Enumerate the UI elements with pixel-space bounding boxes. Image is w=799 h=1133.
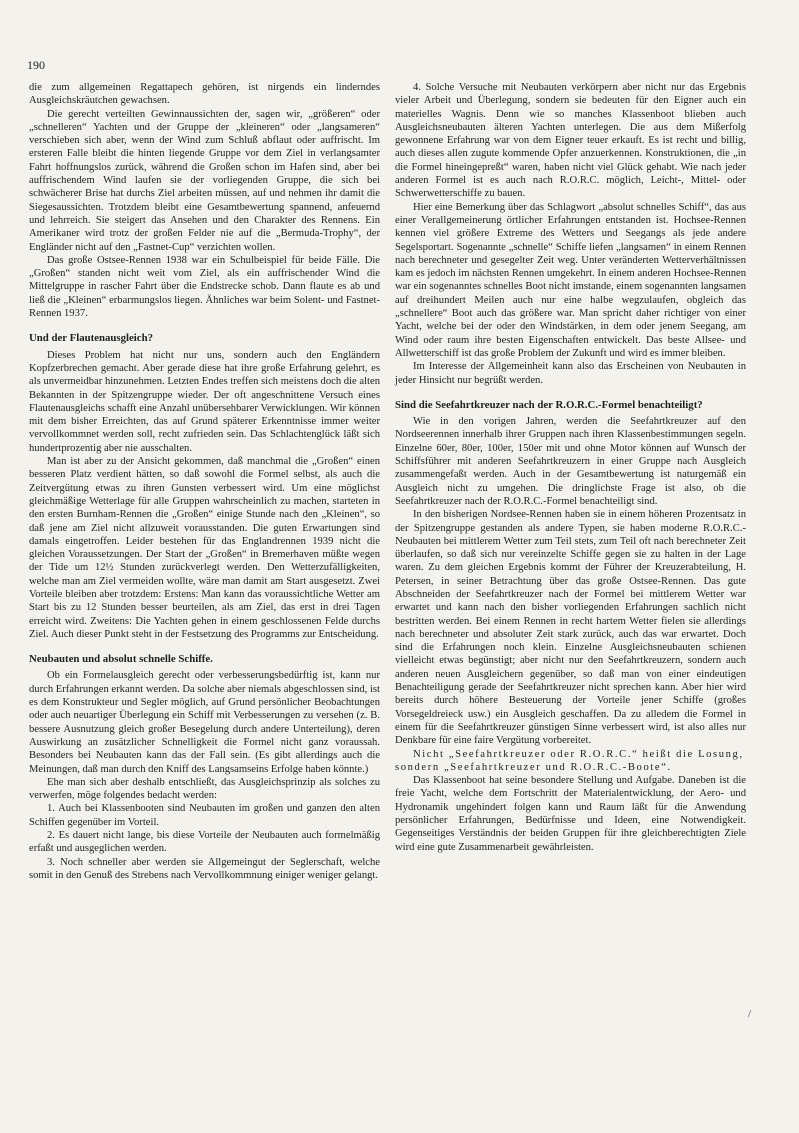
body-paragraph: Hier eine Bemerkung über das Schlagwort „absolut schnelles Schiff“, das aus einer Verallgemeinerung örtlicher Erfahrungen entstanden ist. Hochsee-Rennen kennen viel größere Extreme des Wetters und Seegangs als jede andere Segelsportart. Sogenannte „schnelle“ Schiffe liefen „langsamen“ in einem Rennen nach berechneter und gesegelter Zeit weg. Unter veränderten Wetterverhältnissen kam es jedoch im nächsten Rennen umgekehrt. In einem anderen Hochsee-Rennen war ein sogenanntes schnelles Boot nicht imstande, einem sogenannten langsamen auf dreihundert Meilen auch nur eine halbe wegzulaufen, obgleich das „schnellere“ Boot auch das größere war. Man spricht daher richtiger von einer Yacht, welche bei der oder den Windstärken, in dem oder jenem Seegang, am Wind oder raum ihre besten Eigenschaften entwickelt. Das beste Allsee- und Allwetterschiff ist das große Problem der Zukunft und wird es immer bleiben. (395, 201, 746, 359)
body-paragraph: Man ist aber zu der Ansicht gekommen, daß manchmal die „Großen“ einen besseren Platz verdient hätten, so daß sowohl die Formel selbst, als auch die Zeitvergütung etwas zu ihren Gunsten verbessert wird. Um eine möglichst gleichmäßige Wetterlage für alle Gruppen wahrscheinlich zu machen, starteten in den ersten Burnham-Rennen die „Großen“ einige Stunde nach den „Kleinen“, so daß jene am Ziel nicht allzuweit vorausstanden. Die guten Erwartungen sind damals eingetroffen. Leider bestehen für das Englandrennen 1939 nicht die gleichen Voraussetzungen. Der Start der „Großen“ in Bremerhaven müßte wegen der Tide um 12½ Stunden zurückverlegt werden. Den Wetterzufälligkeiten, welche man am Ziel vermeiden wollte, wäre man damit am Start ausgesetzt. Zwei Vorteile bleiben aber trotzdem: Erstens: Man kann das voraussichtliche Wetter am Start bis zu 12 Stunden besser beurteilen, als am Ziel, das erst in drei Tagen erreicht wird. Zweitens: Die Yachten gehen in einem geschlossenen Felde durchs Ziel. Auch dieser Punkt steht in der Festsetzung des Programms zur Entscheidung. (29, 456, 380, 640)
section-heading: Und der Flautenausgleich? (29, 332, 153, 345)
body-paragraph: Ehe man sich aber deshalb entschließt, das Ausgleichsprinzip als solches zu verwerfen, möge folgendes bedacht werden: (29, 776, 380, 802)
page-number: 190 (27, 58, 45, 72)
body-paragraph: Wie in den vorigen Jahren, werden die Seefahrtkreuzer auf den Nordseerennen innerhalb ihrer Gruppen nach ihren Klassenbestimmungen segeln. Einzelne 60er, 80er, 100er, 150er mit und ohne Motor können auf Wunsch der Schiffsführer mit anderen Seefahrtkreuzern in einer Gruppe nach Ausgleich zusammengefaßt werden. Auch in der Gesamtbewertung ist naturgemäß ein Ausgleich nicht zu umgehen. Die dringlichste Frage ist also, ob die Seefahrtkreuzer nach der R.O.R.C.-Formel benachteiligt sind. (395, 416, 746, 507)
body-paragraph: Die gerecht verteilten Gewinnaussichten der, sagen wir, „größeren“ oder „schnelleren“ Yachten und der Gruppe der „kleineren“ oder „langsameren“ verschieben sich aber, wenn der Wind zum Schluß abflaut oder auffrischt. Im ersteren Falle bleibt die hinten liegende Gruppe vor dem Ziel in verlangsamter Fahrt hoffnungslos zurück, während die Großen schon im Hafen sind, aber bei auffrischendem Wind laufen sie der vorliegenden Gruppe, die sich bei schwächerer Brise hat durchs Ziel arbeiten müssen, auf und nehmen ihr damit die Siegesaussichten. Trotzdem bleibt eine Gesamtbewertung spannend, anfeuernd und lehrreich. Sie steigert das Ansehen und den Charakter des Rennens. Ein Amerikaner wird trotz der großen Felder nie auf die „Bermuda-Trophy“, der Engländer nicht auf den „Fastnet-Cup“ verzichten wollen. (29, 108, 380, 253)
body-paragraph: 2. Es dauert nicht lange, bis diese Vorteile der Neubauten auch formelmäßig erfaßt und ausgeglichen werden. (29, 830, 380, 855)
section-heading: Neubauten und absolut schnelle Schiffe. (29, 653, 213, 666)
body-paragraph: 1. Auch bei Klassenbooten sind Neubauten im großen und ganzen den alten Schiffen gegenüber im Vorteil. (29, 803, 380, 828)
body-paragraph: In den bisherigen Nordsee-Rennen haben sie in einem höheren Prozentsatz in der Spitzengruppe gestanden als andere Typen, sie haben moderne R.O.R.C.-Neubauten bei mittlerem Wetter zum Teil stets, zum Teil oft nach berechneter Zeit überlaufen, so daß sich nur vereinzelte Schiffe gegen sie zu halten in der Lage waren. Zu dem gleichen Ergebnis kommt der Führer der Kreuzerabteilung, H. Petersen, in seiner Betrachtung über das große Ostsee-Rennen. Das gute Abschneiden der Seefahrtkreuzer nach der Formel bei mittlerem Wetter war erwartet und kann nach den bisher vorliegenden Erfahrungen sachlich nicht bestritten werden. Bei einem Rennen in recht hartem Wetter fielen sie allerdings nach berechneter und absoluter Zeit stark zurück, auch das war erwartet. Doch sind die Erfahrungen noch klein. Einzelne Ausgleichsneubauten schienen vielleicht etwas begünstigt; aber nicht nur den Seefahrtkreuzern, sondern auch anderen neuen Ausgleichern gegenüber, so daß man von einer eindeutigen Benachteiligung gerade der Seefahrtkreuzer nicht sprechen kann. Aber hier wird bereits durch höhere Besteuerung der Vorteile jener Schiffe (großes Vorsegeldreieck usw.) ein Ausgleich geschaffen. Da zu alledem die Formel in einem für die Seefahrtkreuzer günstigen Sinne verbessert wird, ist also alles nur Denkbare für eine faire Vergütung vorbereitet. (395, 509, 746, 747)
emphasis-paragraph: Nicht „Seefahrtkreuzer oder R.O.R.C.“ heißt die Losung, sondern „Seefahrtkreuzer und R.O.R.C.-Boote“. (395, 748, 744, 773)
body-paragraph: die zum allgemeinen Regattapech gehören, ist nirgends ein linderndes Ausgleichskräutchen gewachsen. (29, 82, 380, 107)
body-paragraph: 3. Noch schneller aber werden sie Allgemeingut der Seglerschaft, welche somit in den Genuß des Strebens nach Vervollkommnung einiger weniger gelangt. (29, 856, 380, 881)
body-paragraph: Im Interesse der Allgemeinheit kann also das Erscheinen von Neubauten in jeder Hinsicht nur begrüßt werden. (395, 361, 746, 386)
body-paragraph: Dieses Problem hat nicht nur uns, sondern auch den Engländern Kopfzerbrechen gemacht. Aber gerade diese hat ihre große Erfahrung gelehrt, es als unvermeidbar hinzunehmen. Letzten Endes treffen sich meistens doch die alten Bekannten in der Spitzengruppe wieder. Der oft angeschnittene Versuch eines Flautenausgleichs schafft eine Anzahl unübersehbarer Verwicklungen. Wir können mit dem bisher Erreichten, das auf Grund späterer Erkenntnisse immer weiter vervollkommnet werden soll, recht zufrieden sein. Das Schlachtenglück läßt sich hundertprozentig aber nie ausschalten. (29, 349, 380, 454)
body-paragraph: 4. Solche Versuche mit Neubauten verkörpern aber nicht nur das Ergebnis vieler Arbeit und Überlegung, sondern sie bedeuten für den Eigner auch ein materielles Wagnis. Denn wie so manches Klassenboot blieben auch Ausgleichsneubauten älteren Yachten unterlegen. Die aus dem Mißerfolg gewonnene Erfahrung war von dem Eigner teuer erkauft. Es ist recht und billig, auch dieses allen zugute kommende Opfer anzuerkennen. Konstruktionen, die „in die Formel hineingepreßt“ waren, haben nicht viel Glück gehabt. Wie nach jeder anderen Formel ist es auch nach R.O.R.C. möglich, Leicht-, Mittel- oder Schwerwetterschiffe zu bauen. (395, 82, 746, 200)
body-paragraph: Das große Ostsee-Rennen 1938 war ein Schulbeispiel für beide Fälle. Die „Großen“ standen nicht weit vom Ziel, als ein auffrischender Wind die Mittelgruppe in rascher Fahrt über die Endstrecke schob. Dann flaute es ab und ließ die „Kleinen“ erbarmungslos liegen. Ähnliches war beim Solent- und Fastnet-Rennen 1937. (29, 254, 380, 320)
right-column (395, 81, 746, 854)
left-column (29, 81, 380, 882)
body-paragraph: Das Klassenboot hat seine besondere Stellung und Aufgabe. Daneben ist die freie Yacht, welche dem Fortschritt der Materialentwicklung, der Aero- und Hydronamik ungehindert folgen kann und Raum läßt für die Anwendung persönlicher Erfahrungen, Bedürfnisse und Ideen, eine Notwendigkeit. Gegenseitiges Verständnis der beiden Gruppen für ihre gleichberechtigten Ziele wird eine gute Zusammenarbeit gewährleisten. (395, 775, 746, 853)
section-heading: Sind die Seefahrtkreuzer nach der R.O.R.C.-Formel benachteiligt? (395, 398, 703, 411)
margin-mark: / (748, 1008, 752, 1020)
body-paragraph: Ob ein Formelausgleich gerecht oder verbesserungsbedürftig ist, kann nur durch Erfahrungen erkannt werden. Da solche aber niemals abgeschlossen sind, ist es dem Konstrukteur und Segler möglich, auf Grund persönlicher Beobachtungen oder auch neuartiger Überlegung ein Schiff mit Verbesserungen zu versehen (z. B. bessere Ausnutzung gleich großer Besegelung durch andere Unterteilung), deren Auswirkung an zusätzlicher Schnelligkeit die Formel nicht ganz voraussah. Besonders bei Neubauten kann das der Fall sein. (Es gibt allerdings auch die Meinungen, daß man durch den Kniff des Langsamseins Erfolge haben könnte.) (29, 670, 380, 775)
